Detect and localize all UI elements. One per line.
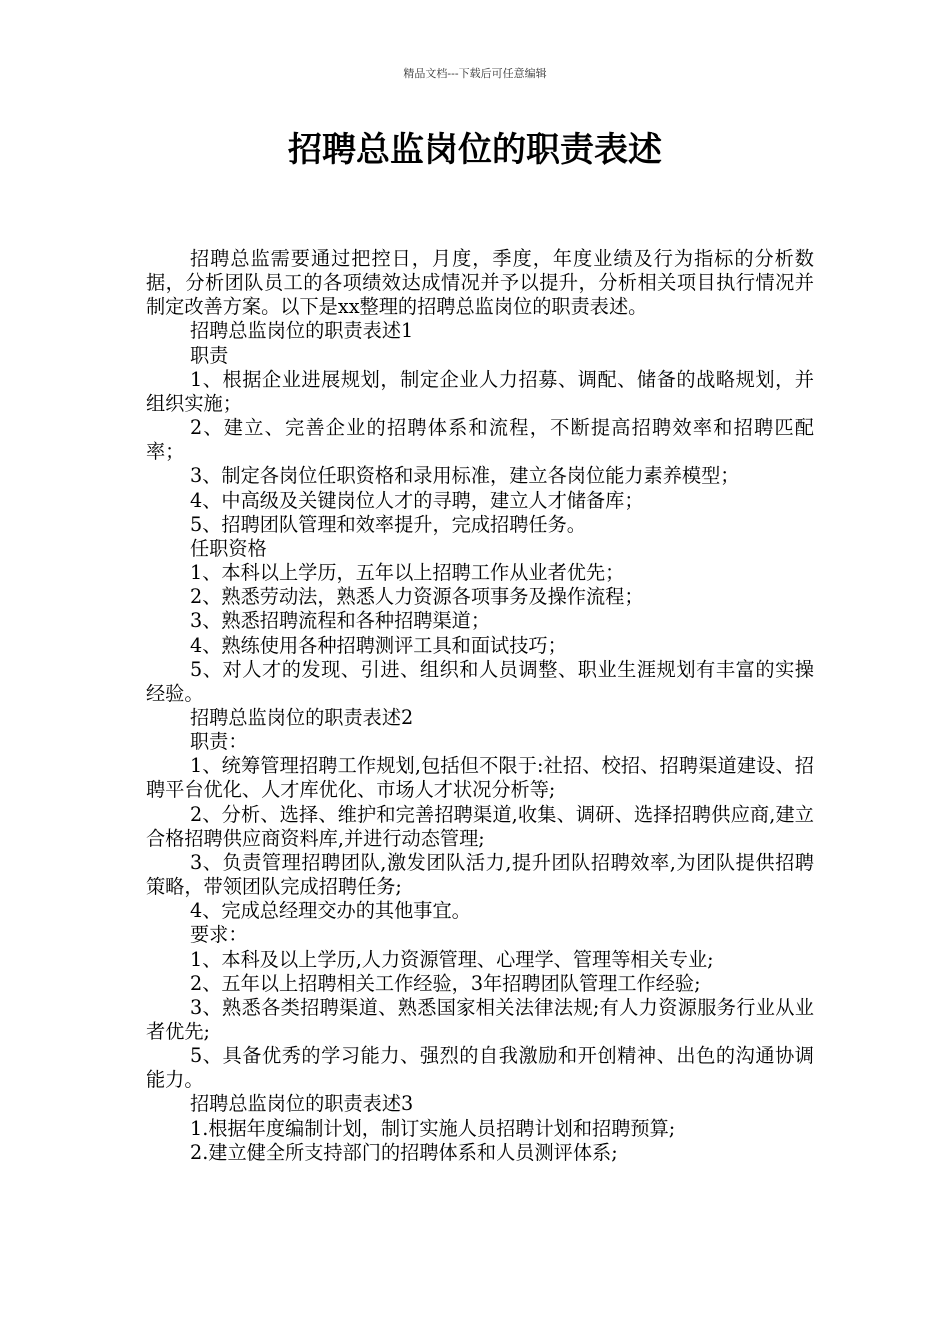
section-heading-1: 招聘总监岗位的职责表述1 [190, 319, 414, 343]
list-item: 1、本科以上学历，五年以上招聘工作从业者优先； [190, 561, 625, 585]
list-item: 5、具备优秀的学习能力、强烈的自我激励和开创精神、出色的沟通协调能力。 [146, 1044, 814, 1092]
list-item: 5、对人才的发现、引进、组织和人员调整、职业生涯规划有丰富的实操经验。 [146, 657, 814, 705]
document-title: 招聘总监岗位的职责表述 [288, 130, 662, 170]
document-body [146, 247, 814, 1165]
list-item: 5、招聘团队管理和效率提升，完成招聘任务。 [190, 512, 586, 536]
header-note: 精品文档---下载后可任意编辑 [403, 67, 547, 80]
list-item: 4、完成总经理交办的其他事宜。 [190, 899, 471, 923]
intro-paragraph: 招聘总监需要通过把控日，月度，季度，年度业绩及行为指标的分析数据，分析团队员工的各项绩效达成情况并予以提升，分析相关项目执行情况并制定改善方案。以下是xx整理的招聘总监岗位的职责表述。 [146, 247, 814, 319]
subheading-duties-2: 职责： [190, 730, 248, 754]
list-item: 1.根据年度编制计划，制订实施人员招聘计划和招聘预算; [190, 1116, 676, 1140]
list-item: 1、根据企业进展规划，制定企业人力招募、调配、储备的战略规划，并组织实施； [146, 367, 814, 415]
list-item: 1、本科及以上学历,人力资源管理、心理学、管理等相关专业; [190, 947, 714, 971]
list-item: 2、五年以上招聘相关工作经验，3年招聘团队管理工作经验; [190, 971, 701, 995]
section-heading-2: 招聘总监岗位的职责表述2 [190, 705, 414, 729]
list-item: 1、统筹管理招聘工作规划,包括但不限于:社招、校招、招聘渠道建设、招聘平台优化、人才库优化、市场人才状况分析等; [146, 754, 814, 802]
list-item: 2、分析、选择、维护和完善招聘渠道,收集、调研、选择招聘供应商,建立合格招聘供应商资料库,并进行动态管理; [146, 802, 814, 850]
list-item: 4、熟练使用各种招聘测评工具和面试技巧； [190, 633, 567, 657]
list-item: 3、制定各岗位任职资格和录用标准，建立各岗位能力素养模型； [190, 464, 740, 488]
section-heading-3: 招聘总监岗位的职责表述3 [190, 1092, 414, 1116]
subheading-duties-1: 职责 [190, 343, 229, 367]
list-item: 2、熟悉劳动法，熟悉人力资源各项事务及操作流程； [190, 585, 644, 609]
list-item: 4、中高级及关键岗位人才的寻聘，建立人才储备库； [190, 488, 644, 512]
subheading-qualifications-1: 任职资格 [190, 536, 267, 560]
list-item: 3、负责管理招聘团队,激发团队活力,提升团队招聘效率,为团队提供招聘策略，带领团队完成招聘任务; [146, 850, 814, 899]
subheading-requirements-2: 要求： [190, 923, 248, 947]
list-item: 2.建立健全所支持部门的招聘体系和人员测评体系; [190, 1140, 618, 1164]
list-item: 2、建立、完善企业的招聘体系和流程，不断提高招聘效率和招聘匹配率； [146, 416, 814, 464]
list-item: 3、熟悉各类招聘渠道、熟悉国家相关法律法规;有人力资源服务行业从业者优先; [146, 995, 814, 1043]
list-item: 3、熟悉招聘流程和各种招聘渠道； [190, 609, 491, 633]
